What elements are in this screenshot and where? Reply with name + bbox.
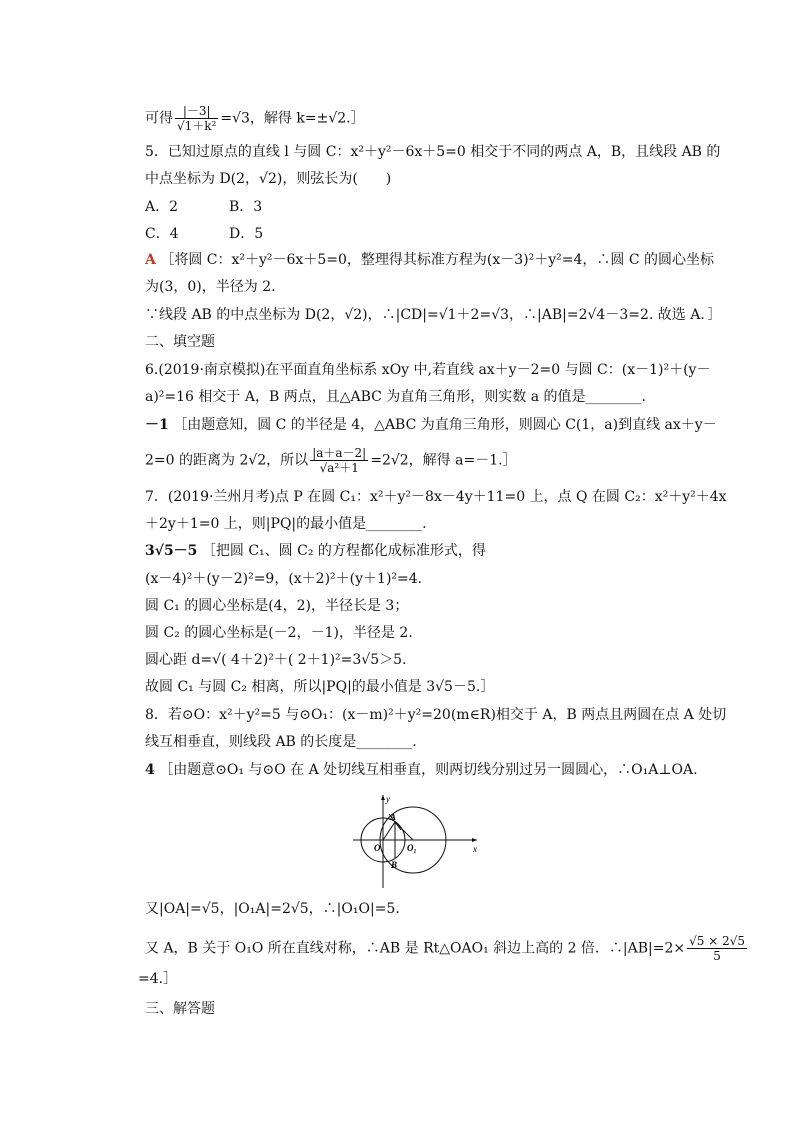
solution-8-line4: =4.］ [138, 971, 178, 987]
label-b: B [391, 860, 398, 870]
frac-num: |－3| [175, 104, 218, 119]
solution-text: ［把圆 C₁、圆 C₂ 的方程都化成标准形式，得 [201, 543, 486, 559]
solution-5-cont: 为(3，0)，半径为 2. [145, 279, 276, 295]
section-fill-blank: 二、填空题 [145, 334, 215, 350]
frac-den: 5 [713, 949, 721, 963]
solution-7-line4: 圆 C₂ 的圆心坐标是(－2，－1)，半径是 2. [145, 625, 413, 641]
option-a: A．2 [145, 199, 179, 215]
answer-letter: A [145, 252, 156, 268]
fraction-2 [310, 446, 368, 475]
frac-den: √1＋k² [177, 119, 217, 133]
solution-text: ［将圆 C：x²＋y²－6x＋5=0，整理得其标准方程为(x－3)²＋y²=4，∴圆 C 的圆心坐标 [160, 252, 714, 268]
answer-value: 4 [145, 762, 155, 778]
question-5: 5．已知过原点的直线 l 与圆 C：x²＋y²－6x＋5=0 相交于不同的两点 A，B，且线段 AB 的 [145, 144, 721, 160]
text: 2=0 的距离为 2√2，所以 [145, 452, 309, 469]
solution-7-line6: 故圆 C₁ 与圆 C₂ 相离，所以|PQ|的最小值是 3√5－5.］ [145, 679, 495, 695]
option-c: C．4 [145, 226, 179, 242]
section-answers: 三、解答题 [145, 1001, 215, 1017]
two-circles-figure [345, 790, 485, 890]
question-5-cont: 中点坐标为 D(2，√2)，则弦长为( ) [145, 171, 392, 187]
frac-num: |a＋a－2| [312, 446, 367, 460]
fraction-1 [175, 104, 218, 133]
question-7: 7．(2019·兰州月考)点 P 在圆 C₁：x²＋y²－8x－4y＋11=0 上，点 Q 在圆 C₂：x²＋y²＋4x [145, 489, 727, 505]
answer-8 [145, 761, 698, 779]
option-b: B．3 [229, 199, 263, 215]
y-axis-arrow [381, 795, 385, 800]
text: =2√2，解得 a=－1.］ [370, 452, 517, 469]
solution-8-line3 [145, 934, 749, 963]
text: =√3，解得 k=±√2.］ [220, 110, 365, 127]
question-7-cont: ＋2y＋1=0 上，则|PQ|的最小值是________. [145, 516, 427, 532]
label-a: A [390, 812, 397, 822]
solution-6-cont [145, 446, 517, 475]
answer-value: 3√5－5 [145, 543, 198, 559]
frac-den: √a²＋1 [319, 461, 359, 475]
fraction-3 [687, 934, 747, 963]
question-6: 6.(2019·南京模拟)在平面直角坐标系 xOy 中,若直线 ax＋y－2=0 与圆 C：(x－1)²＋(y－ [145, 362, 711, 378]
label-o: O [374, 843, 381, 853]
answer-6 [145, 416, 717, 434]
option-d: D．5 [229, 226, 264, 242]
answer-5 [145, 251, 714, 269]
text: 又 A，B 关于 O₁O 所在直线对称，∴AB 是 Rt△OAO₁ 斜边上高的 2 倍．∴|AB|=2× [145, 940, 686, 957]
line-1 [145, 104, 365, 133]
segment-o1a [395, 822, 413, 840]
x-axis-arrow [472, 838, 477, 842]
solution-text: ［由题意知，圆 C 的半径是 4，△ABC 为直角三角形，则圆心 C(1，a)到直线 ax＋y－ [173, 417, 717, 433]
segment-oa [383, 822, 395, 840]
question-6-cont: a)²=16 相交于 A，B 两点，且△ABC 为直角三角形，则实数 a 的值是________. [145, 389, 646, 405]
text: 可得 [145, 110, 173, 127]
answer-value: －1 [145, 417, 169, 433]
solution-7-line3: 圆 C₁ 的圆心坐标是(4，2)，半径长是 3； [145, 598, 409, 614]
label-x: x [473, 844, 477, 854]
solution-7-line2: (x－4)²＋(y－2)²=9，(x＋2)²＋(y＋1)²=4. [145, 571, 423, 587]
question-8-cont: 线互相垂直，则线段 AB 的长度是________. [145, 734, 417, 750]
question-8: 8．若⊙O：x²＋y²=5 与⊙O₁：(x－m)²＋y²=20(m∈R)相交于 A，B 两点且两圆在点 A 处切 [145, 707, 727, 723]
solution-text: ［由题意⊙O₁ 与⊙O 在 A 处切线互相垂直，则两切线分别过另一圆圆心，∴O₁A⊥OA. [159, 762, 698, 778]
solution-7-line5: 圆心距 d=√( 4＋2)²＋( 2＋1)²=3√5＞5. [145, 652, 407, 668]
label-o1: O₁ [407, 843, 417, 853]
answer-7 [145, 542, 486, 560]
solution-5-line3: ∵线段 AB 的中点坐标为 D(2，√2)，∴|CD|=√1＋2=√3，∴|AB|=2√4－3=2. 故选 A．］ [145, 307, 722, 323]
frac-num: √5 × 2√5 [689, 934, 746, 948]
solution-8-line2: 又|OA|=√5，|O₁A|=2√5，∴|O₁O|=5. [145, 901, 400, 917]
label-y: y [386, 794, 390, 804]
